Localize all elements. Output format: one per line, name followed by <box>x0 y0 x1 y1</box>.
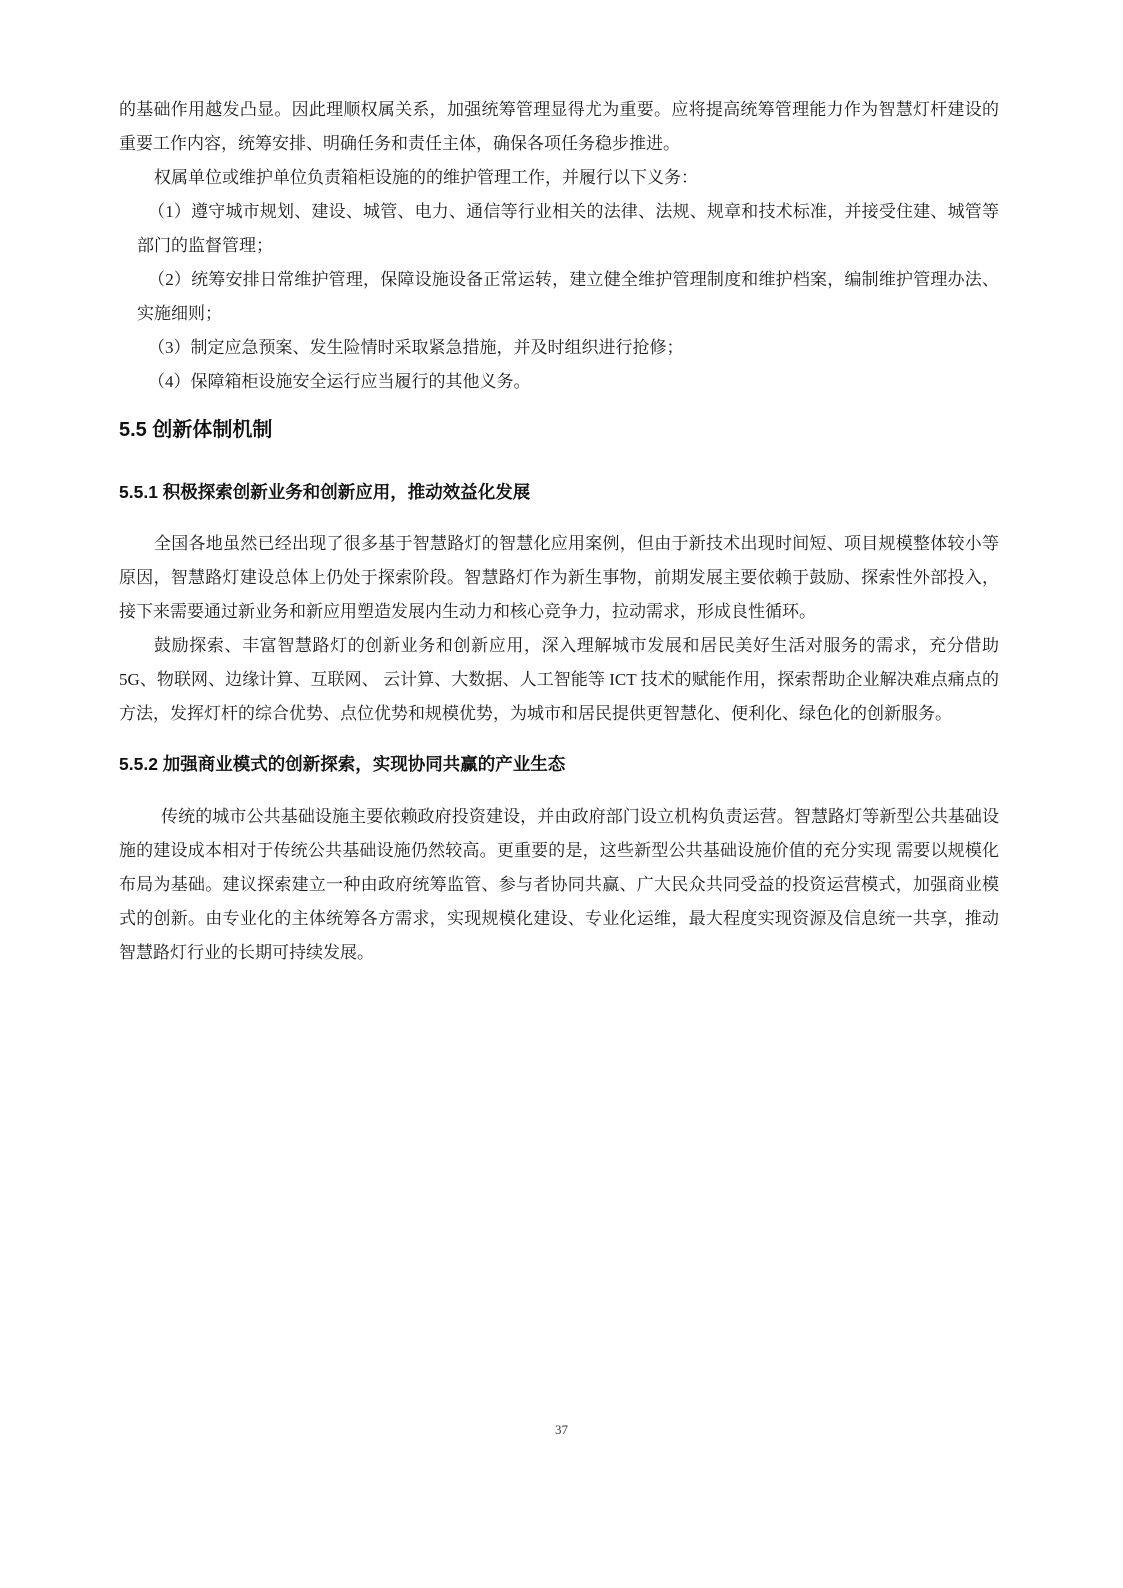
paragraph-5-5-2-a: 传统的城市公共基础设施主要依赖政府投资建设，并由政府部门设立机构负责运营。智慧路灯等新型公共基础设施的建设成本相对于传统公共基础设施仍然较高。更重要的是，这些新型公共基础设施价值的充分实现 需要以规模化布局为基础。建议探索建立一种由政府统筹监管、参与者协同共赢、广大民众共同受益的投资运营模式，加强商业模式的创新。由专业化的主体统筹各方需求，实现规模化建设、专业化运维，最大程度实现资源及信息统一共享，推动智慧路灯行业的长期可持续发展。 <box>119 807 999 962</box>
paragraph-5-5-1-a: 全国各地虽然已经出现了很多基于智慧路灯的智慧化应用案例，但由于新技术出现时间短、项目规模整体较小等原因，智慧路灯建设总体上仍处于探索阶段。智慧路灯作为新生事物，前期发展主要依赖于鼓励、探索性外部投入，接下来需要通过新业务和新应用塑造发展内生动力和核心竞争力，拉动需求，形成良性循环。 <box>119 534 999 621</box>
content-area <box>119 93 999 970</box>
duty-item-3: （3）制定应急预案、发生险情时采取紧急措施，并及时组织进行抢修； <box>148 338 684 357</box>
section-heading-5-5-1: 5.5.1 积极探索创新业务和创新应用，推动效益化发展 <box>119 482 531 502</box>
duty-item-4: （4）保障箱柜设施安全运行应当履行的其他义务。 <box>148 372 531 391</box>
paragraph-duties-intro: 权属单位或维护单位负责箱柜设施的的维护管理工作，并履行以下义务： <box>154 168 698 187</box>
section-heading-5-5: 5.5 创新体制机制 <box>119 419 273 441</box>
page-number: 37 <box>555 1422 568 1437</box>
duty-item-1: （1）遵守城市规划、建设、城管、电力、通信等行业相关的法律、法规、规章和技术标准，并接受住建、城管等部门的监督管理； <box>137 202 999 255</box>
section-heading-5-5-2: 5.5.2 加强商业模式的创新探索，实现协同共赢的产业生态 <box>119 754 566 774</box>
paragraph-5-5-1-b: 鼓励探索、丰富智慧路灯的创新业务和创新应用，深入理解城市发展和居民美好生活对服务的需求，充分借助 5G、物联网、边缘计算、互联网、 云计算、大数据、人工智能等 ICT 技术的赋能作用，探索帮助企业解决难点痛点的方法，发挥灯杆的综合优势、点位优势和规模优势，为城市和居民提供更智慧化、便利化、绿色化的创新服务。 <box>119 636 999 723</box>
paragraph-overflow: 的基础作用越发凸显。因此理顺权属关系，加强统筹管理显得尤为重要。应将提高统筹管理能力作为智慧灯杆建设的重要工作内容，统筹安排、明确任务和责任主体，确保各项任务稳步推进。 <box>119 100 999 153</box>
duty-item-2: （2）统筹安排日常维护管理，保障设施设备正常运转，建立健全维护管理制度和维护档案，编制维护管理办法、实施细则； <box>137 270 999 323</box>
